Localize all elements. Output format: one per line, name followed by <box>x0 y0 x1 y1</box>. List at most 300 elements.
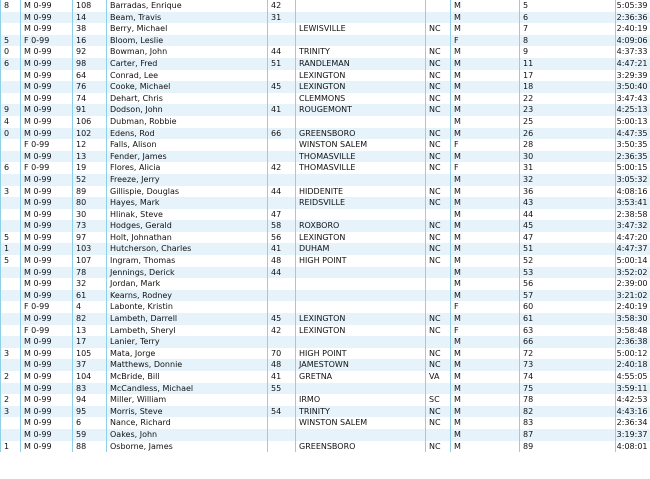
sex-cell[interactable]: F <box>451 325 520 337</box>
city-cell[interactable] <box>296 174 426 186</box>
name-cell[interactable]: Matthews, Donnie <box>107 359 268 371</box>
sex-cell[interactable]: F <box>451 139 520 151</box>
time-cell[interactable]: 2:36:35 <box>616 151 650 163</box>
state-cell[interactable]: NC <box>426 70 451 82</box>
sex-cell[interactable]: M <box>451 394 520 406</box>
division-cell[interactable]: F 0-99 <box>21 301 73 313</box>
time-cell[interactable]: 3:50:40 <box>616 81 650 93</box>
name-cell[interactable]: Bowman, John <box>107 46 268 58</box>
place-cell[interactable]: 9 <box>1 104 21 116</box>
sex-cell[interactable]: F <box>451 35 520 47</box>
city-cell[interactable]: HIDDENITE <box>296 186 426 198</box>
time-cell[interactable]: 4:43:16 <box>616 406 650 418</box>
place-cell[interactable] <box>1 336 21 348</box>
division-cell[interactable]: M 0-99 <box>21 336 73 348</box>
sex-cell[interactable]: M <box>451 429 520 441</box>
state-cell[interactable]: NC <box>426 58 451 70</box>
name-cell[interactable]: Gillispie, Douglas <box>107 186 268 198</box>
division-cell[interactable]: M 0-99 <box>21 243 73 255</box>
time-cell[interactable]: 3:53:41 <box>616 197 650 209</box>
name-cell[interactable]: Edens, Rod <box>107 128 268 140</box>
place-cell[interactable] <box>1 301 21 313</box>
name-cell[interactable]: Jennings, Derick <box>107 267 268 279</box>
city-cell[interactable]: JAMESTOWN <box>296 359 426 371</box>
state-cell[interactable] <box>426 209 451 221</box>
sex-cell[interactable]: M <box>451 359 520 371</box>
state-cell[interactable]: VA <box>426 371 451 383</box>
division-cell[interactable]: M 0-99 <box>21 151 73 163</box>
bib-cell[interactable]: 14 <box>73 12 107 24</box>
time-cell[interactable]: 3:05:32 <box>616 174 650 186</box>
place-cell[interactable]: 6 <box>1 58 21 70</box>
bib-cell[interactable]: 12 <box>73 139 107 151</box>
rank-cell[interactable]: 32 <box>520 174 616 186</box>
age-cell[interactable]: 45 <box>268 313 296 325</box>
place-cell[interactable] <box>1 267 21 279</box>
age-cell[interactable]: 44 <box>268 186 296 198</box>
sex-cell[interactable]: M <box>451 267 520 279</box>
place-cell[interactable]: 2 <box>1 394 21 406</box>
sex-cell[interactable]: F <box>451 162 520 174</box>
rank-cell[interactable]: 36 <box>520 186 616 198</box>
city-cell[interactable] <box>296 336 426 348</box>
city-cell[interactable]: DUHAM <box>296 243 426 255</box>
city-cell[interactable] <box>296 0 426 12</box>
bib-cell[interactable]: 6 <box>73 417 107 429</box>
state-cell[interactable] <box>426 429 451 441</box>
bib-cell[interactable]: 107 <box>73 255 107 267</box>
place-cell[interactable]: 3 <box>1 186 21 198</box>
sex-cell[interactable]: M <box>451 116 520 128</box>
time-cell[interactable]: 5:00:15 <box>616 162 650 174</box>
bib-cell[interactable]: 13 <box>73 325 107 337</box>
age-cell[interactable] <box>268 417 296 429</box>
sex-cell[interactable]: M <box>451 232 520 244</box>
bib-cell[interactable]: 83 <box>73 383 107 395</box>
age-cell[interactable] <box>268 394 296 406</box>
city-cell[interactable]: THOMASVILLE <box>296 162 426 174</box>
time-cell[interactable]: 3:47:43 <box>616 93 650 105</box>
age-cell[interactable]: 56 <box>268 232 296 244</box>
state-cell[interactable]: NC <box>426 313 451 325</box>
city-cell[interactable] <box>296 12 426 24</box>
name-cell[interactable]: McBride, Bill <box>107 371 268 383</box>
age-cell[interactable] <box>268 70 296 82</box>
age-cell[interactable]: 58 <box>268 220 296 232</box>
time-cell[interactable]: 2:36:36 <box>616 12 650 24</box>
state-cell[interactable] <box>426 278 451 290</box>
time-cell[interactable]: 2:40:19 <box>616 23 650 35</box>
rank-cell[interactable]: 17 <box>520 70 616 82</box>
rank-cell[interactable]: 31 <box>520 162 616 174</box>
division-cell[interactable]: M 0-99 <box>21 174 73 186</box>
state-cell[interactable] <box>426 290 451 302</box>
state-cell[interactable] <box>426 0 451 12</box>
time-cell[interactable]: 2:39:00 <box>616 278 650 290</box>
age-cell[interactable] <box>268 290 296 302</box>
rank-cell[interactable]: 11 <box>520 58 616 70</box>
bib-cell[interactable]: 38 <box>73 23 107 35</box>
name-cell[interactable]: Labonte, Kristin <box>107 301 268 313</box>
age-cell[interactable]: 70 <box>268 348 296 360</box>
time-cell[interactable]: 5:00:13 <box>616 116 650 128</box>
rank-cell[interactable]: 30 <box>520 151 616 163</box>
bib-cell[interactable]: 32 <box>73 278 107 290</box>
bib-cell[interactable]: 37 <box>73 359 107 371</box>
name-cell[interactable]: Morris, Steve <box>107 406 268 418</box>
time-cell[interactable]: 4:09:06 <box>616 35 650 47</box>
state-cell[interactable]: NC <box>426 186 451 198</box>
name-cell[interactable]: Flores, Alicia <box>107 162 268 174</box>
bib-cell[interactable]: 78 <box>73 267 107 279</box>
bib-cell[interactable]: 61 <box>73 290 107 302</box>
name-cell[interactable]: Beam, Travis <box>107 12 268 24</box>
name-cell[interactable]: Conrad, Lee <box>107 70 268 82</box>
bib-cell[interactable]: 98 <box>73 58 107 70</box>
time-cell[interactable]: 4:47:21 <box>616 58 650 70</box>
sex-cell[interactable]: M <box>451 23 520 35</box>
sex-cell[interactable]: M <box>451 220 520 232</box>
time-cell[interactable]: 2:40:19 <box>616 301 650 313</box>
age-cell[interactable] <box>268 197 296 209</box>
time-cell[interactable]: 4:42:53 <box>616 394 650 406</box>
age-cell[interactable]: 44 <box>268 267 296 279</box>
bib-cell[interactable]: 108 <box>73 0 107 12</box>
division-cell[interactable]: M 0-99 <box>21 104 73 116</box>
city-cell[interactable]: WINSTON SALEM <box>296 417 426 429</box>
state-cell[interactable]: NC <box>426 81 451 93</box>
name-cell[interactable]: Hutcherson, Charles <box>107 243 268 255</box>
age-cell[interactable] <box>268 301 296 313</box>
division-cell[interactable]: M 0-99 <box>21 313 73 325</box>
rank-cell[interactable]: 28 <box>520 139 616 151</box>
time-cell[interactable]: 4:47:35 <box>616 128 650 140</box>
bib-cell[interactable]: 64 <box>73 70 107 82</box>
time-cell[interactable]: 3:58:48 <box>616 325 650 337</box>
state-cell[interactable]: NC <box>426 93 451 105</box>
age-cell[interactable]: 45 <box>268 81 296 93</box>
age-cell[interactable] <box>268 93 296 105</box>
city-cell[interactable]: LEXINGTON <box>296 313 426 325</box>
city-cell[interactable]: THOMASVILLE <box>296 151 426 163</box>
place-cell[interactable]: 8 <box>1 0 21 12</box>
age-cell[interactable]: 41 <box>268 104 296 116</box>
time-cell[interactable]: 4:08:01 <box>616 441 650 453</box>
city-cell[interactable]: HIGH POINT <box>296 255 426 267</box>
state-cell[interactable]: NC <box>426 139 451 151</box>
age-cell[interactable]: 54 <box>268 406 296 418</box>
place-cell[interactable]: 3 <box>1 406 21 418</box>
city-cell[interactable]: TRINITY <box>296 46 426 58</box>
rank-cell[interactable]: 51 <box>520 243 616 255</box>
bib-cell[interactable]: 105 <box>73 348 107 360</box>
place-cell[interactable] <box>1 417 21 429</box>
bib-cell[interactable]: 94 <box>73 394 107 406</box>
city-cell[interactable]: ROXBORO <box>296 220 426 232</box>
bib-cell[interactable]: 30 <box>73 209 107 221</box>
time-cell[interactable]: 3:47:32 <box>616 220 650 232</box>
sex-cell[interactable]: M <box>451 197 520 209</box>
rank-cell[interactable]: 63 <box>520 325 616 337</box>
age-cell[interactable]: 66 <box>268 128 296 140</box>
sex-cell[interactable]: M <box>451 336 520 348</box>
age-cell[interactable] <box>268 174 296 186</box>
city-cell[interactable] <box>296 383 426 395</box>
city-cell[interactable] <box>296 278 426 290</box>
place-cell[interactable] <box>1 139 21 151</box>
rank-cell[interactable]: 7 <box>520 23 616 35</box>
rank-cell[interactable]: 18 <box>520 81 616 93</box>
place-cell[interactable]: 6 <box>1 162 21 174</box>
division-cell[interactable]: M 0-99 <box>21 348 73 360</box>
state-cell[interactable]: SC <box>426 394 451 406</box>
time-cell[interactable]: 4:47:20 <box>616 232 650 244</box>
city-cell[interactable]: GREENSBORO <box>296 128 426 140</box>
name-cell[interactable]: Carter, Fred <box>107 58 268 70</box>
rank-cell[interactable]: 61 <box>520 313 616 325</box>
place-cell[interactable] <box>1 23 21 35</box>
place-cell[interactable]: 1 <box>1 243 21 255</box>
state-cell[interactable] <box>426 336 451 348</box>
bib-cell[interactable]: 16 <box>73 35 107 47</box>
name-cell[interactable]: Freeze, Jerry <box>107 174 268 186</box>
division-cell[interactable]: M 0-99 <box>21 197 73 209</box>
place-cell[interactable] <box>1 197 21 209</box>
sex-cell[interactable]: M <box>451 93 520 105</box>
state-cell[interactable]: NC <box>426 232 451 244</box>
city-cell[interactable]: GRETNA <box>296 371 426 383</box>
place-cell[interactable] <box>1 151 21 163</box>
bib-cell[interactable]: 95 <box>73 406 107 418</box>
division-cell[interactable]: M 0-99 <box>21 290 73 302</box>
division-cell[interactable]: M 0-99 <box>21 394 73 406</box>
division-cell[interactable]: M 0-99 <box>21 0 73 12</box>
sex-cell[interactable]: M <box>451 313 520 325</box>
division-cell[interactable]: M 0-99 <box>21 46 73 58</box>
name-cell[interactable]: Osborne, James <box>107 441 268 453</box>
rank-cell[interactable]: 83 <box>520 417 616 429</box>
division-cell[interactable]: M 0-99 <box>21 406 73 418</box>
sex-cell[interactable]: M <box>451 417 520 429</box>
state-cell[interactable]: NC <box>426 441 451 453</box>
city-cell[interactable] <box>296 267 426 279</box>
name-cell[interactable]: Hodges, Gerald <box>107 220 268 232</box>
sex-cell[interactable]: M <box>451 0 520 12</box>
bib-cell[interactable]: 74 <box>73 93 107 105</box>
name-cell[interactable]: Bloom, Leslie <box>107 35 268 47</box>
place-cell[interactable] <box>1 81 21 93</box>
sex-cell[interactable]: M <box>451 406 520 418</box>
place-cell[interactable] <box>1 12 21 24</box>
rank-cell[interactable]: 8 <box>520 35 616 47</box>
state-cell[interactable]: NC <box>426 359 451 371</box>
bib-cell[interactable]: 88 <box>73 441 107 453</box>
state-cell[interactable]: NC <box>426 325 451 337</box>
city-cell[interactable]: REIDSVILLE <box>296 197 426 209</box>
division-cell[interactable]: M 0-99 <box>21 186 73 198</box>
division-cell[interactable]: M 0-99 <box>21 359 73 371</box>
age-cell[interactable] <box>268 278 296 290</box>
division-cell[interactable]: M 0-99 <box>21 23 73 35</box>
age-cell[interactable]: 48 <box>268 359 296 371</box>
sex-cell[interactable]: M <box>451 348 520 360</box>
time-cell[interactable]: 3:59:11 <box>616 383 650 395</box>
time-cell[interactable]: 4:08:16 <box>616 186 650 198</box>
age-cell[interactable]: 42 <box>268 0 296 12</box>
place-cell[interactable] <box>1 290 21 302</box>
bib-cell[interactable]: 91 <box>73 104 107 116</box>
place-cell[interactable] <box>1 429 21 441</box>
name-cell[interactable]: Hayes, Mark <box>107 197 268 209</box>
place-cell[interactable] <box>1 383 21 395</box>
state-cell[interactable]: NC <box>426 104 451 116</box>
state-cell[interactable]: NC <box>426 417 451 429</box>
place-cell[interactable]: 5 <box>1 232 21 244</box>
name-cell[interactable]: Miller, William <box>107 394 268 406</box>
bib-cell[interactable]: 106 <box>73 116 107 128</box>
age-cell[interactable] <box>268 441 296 453</box>
time-cell[interactable]: 4:55:05 <box>616 371 650 383</box>
place-cell[interactable]: 3 <box>1 348 21 360</box>
rank-cell[interactable]: 6 <box>520 12 616 24</box>
city-cell[interactable]: IRMO <box>296 394 426 406</box>
place-cell[interactable] <box>1 359 21 371</box>
name-cell[interactable]: Fender, James <box>107 151 268 163</box>
division-cell[interactable]: M 0-99 <box>21 58 73 70</box>
rank-cell[interactable]: 82 <box>520 406 616 418</box>
place-cell[interactable] <box>1 313 21 325</box>
age-cell[interactable]: 44 <box>268 46 296 58</box>
time-cell[interactable]: 3:29:39 <box>616 70 650 82</box>
city-cell[interactable]: LEXINGTON <box>296 232 426 244</box>
name-cell[interactable]: Oakes, John <box>107 429 268 441</box>
bib-cell[interactable]: 104 <box>73 371 107 383</box>
division-cell[interactable]: M 0-99 <box>21 12 73 24</box>
state-cell[interactable] <box>426 116 451 128</box>
sex-cell[interactable]: M <box>451 151 520 163</box>
city-cell[interactable]: TRINITY <box>296 406 426 418</box>
rank-cell[interactable]: 26 <box>520 128 616 140</box>
state-cell[interactable]: NC <box>426 46 451 58</box>
name-cell[interactable]: Nance, Richard <box>107 417 268 429</box>
rank-cell[interactable]: 52 <box>520 255 616 267</box>
place-cell[interactable]: 4 <box>1 116 21 128</box>
place-cell[interactable]: 5 <box>1 255 21 267</box>
state-cell[interactable]: NC <box>426 23 451 35</box>
name-cell[interactable]: Cooke, Michael <box>107 81 268 93</box>
city-cell[interactable] <box>296 290 426 302</box>
rank-cell[interactable]: 73 <box>520 359 616 371</box>
bib-cell[interactable]: 52 <box>73 174 107 186</box>
sex-cell[interactable]: M <box>451 46 520 58</box>
rank-cell[interactable]: 9 <box>520 46 616 58</box>
city-cell[interactable]: CLEMMONS <box>296 93 426 105</box>
place-cell[interactable] <box>1 70 21 82</box>
sex-cell[interactable]: M <box>451 371 520 383</box>
age-cell[interactable]: 48 <box>268 255 296 267</box>
age-cell[interactable] <box>268 429 296 441</box>
bib-cell[interactable]: 73 <box>73 220 107 232</box>
city-cell[interactable] <box>296 35 426 47</box>
state-cell[interactable] <box>426 301 451 313</box>
time-cell[interactable]: 4:25:13 <box>616 104 650 116</box>
age-cell[interactable]: 42 <box>268 162 296 174</box>
division-cell[interactable]: M 0-99 <box>21 267 73 279</box>
sex-cell[interactable]: M <box>451 104 520 116</box>
city-cell[interactable]: LEXINGTON <box>296 70 426 82</box>
rank-cell[interactable]: 45 <box>520 220 616 232</box>
division-cell[interactable]: F 0-99 <box>21 139 73 151</box>
time-cell[interactable]: 2:36:38 <box>616 336 650 348</box>
sex-cell[interactable]: M <box>451 186 520 198</box>
name-cell[interactable]: McCandless, Michael <box>107 383 268 395</box>
sex-cell[interactable]: M <box>451 128 520 140</box>
rank-cell[interactable]: 57 <box>520 290 616 302</box>
rank-cell[interactable]: 53 <box>520 267 616 279</box>
name-cell[interactable]: Barradas, Enrique <box>107 0 268 12</box>
state-cell[interactable]: NC <box>426 197 451 209</box>
rank-cell[interactable]: 87 <box>520 429 616 441</box>
name-cell[interactable]: Hlinak, Steve <box>107 209 268 221</box>
state-cell[interactable] <box>426 267 451 279</box>
division-cell[interactable]: M 0-99 <box>21 441 73 453</box>
age-cell[interactable]: 31 <box>268 12 296 24</box>
bib-cell[interactable]: 97 <box>73 232 107 244</box>
place-cell[interactable] <box>1 325 21 337</box>
city-cell[interactable] <box>296 429 426 441</box>
rank-cell[interactable]: 25 <box>520 116 616 128</box>
time-cell[interactable]: 3:21:02 <box>616 290 650 302</box>
division-cell[interactable]: M 0-99 <box>21 128 73 140</box>
state-cell[interactable]: NC <box>426 162 451 174</box>
state-cell[interactable]: NC <box>426 128 451 140</box>
time-cell[interactable]: 5:05:39 <box>616 0 650 12</box>
place-cell[interactable] <box>1 174 21 186</box>
place-cell[interactable] <box>1 220 21 232</box>
sex-cell[interactable]: M <box>451 255 520 267</box>
division-cell[interactable]: M 0-99 <box>21 371 73 383</box>
rank-cell[interactable]: 47 <box>520 232 616 244</box>
place-cell[interactable]: 0 <box>1 128 21 140</box>
division-cell[interactable]: M 0-99 <box>21 116 73 128</box>
time-cell[interactable]: 3:50:35 <box>616 139 650 151</box>
city-cell[interactable]: RANDLEMAN <box>296 58 426 70</box>
sex-cell[interactable]: M <box>451 81 520 93</box>
city-cell[interactable] <box>296 116 426 128</box>
sex-cell[interactable]: M <box>451 12 520 24</box>
rank-cell[interactable]: 56 <box>520 278 616 290</box>
name-cell[interactable]: Kearns, Rodney <box>107 290 268 302</box>
age-cell[interactable] <box>268 23 296 35</box>
bib-cell[interactable]: 89 <box>73 186 107 198</box>
rank-cell[interactable]: 44 <box>520 209 616 221</box>
bib-cell[interactable]: 19 <box>73 162 107 174</box>
age-cell[interactable]: 55 <box>268 383 296 395</box>
state-cell[interactable] <box>426 35 451 47</box>
name-cell[interactable]: Dehart, Chris <box>107 93 268 105</box>
rank-cell[interactable]: 43 <box>520 197 616 209</box>
rank-cell[interactable]: 5 <box>520 0 616 12</box>
name-cell[interactable]: Jordan, Mark <box>107 278 268 290</box>
age-cell[interactable] <box>268 139 296 151</box>
place-cell[interactable]: 2 <box>1 371 21 383</box>
place-cell[interactable] <box>1 209 21 221</box>
state-cell[interactable] <box>426 383 451 395</box>
state-cell[interactable]: NC <box>426 255 451 267</box>
name-cell[interactable]: Berry, Michael <box>107 23 268 35</box>
place-cell[interactable]: 0 <box>1 46 21 58</box>
time-cell[interactable]: 5:00:14 <box>616 255 650 267</box>
